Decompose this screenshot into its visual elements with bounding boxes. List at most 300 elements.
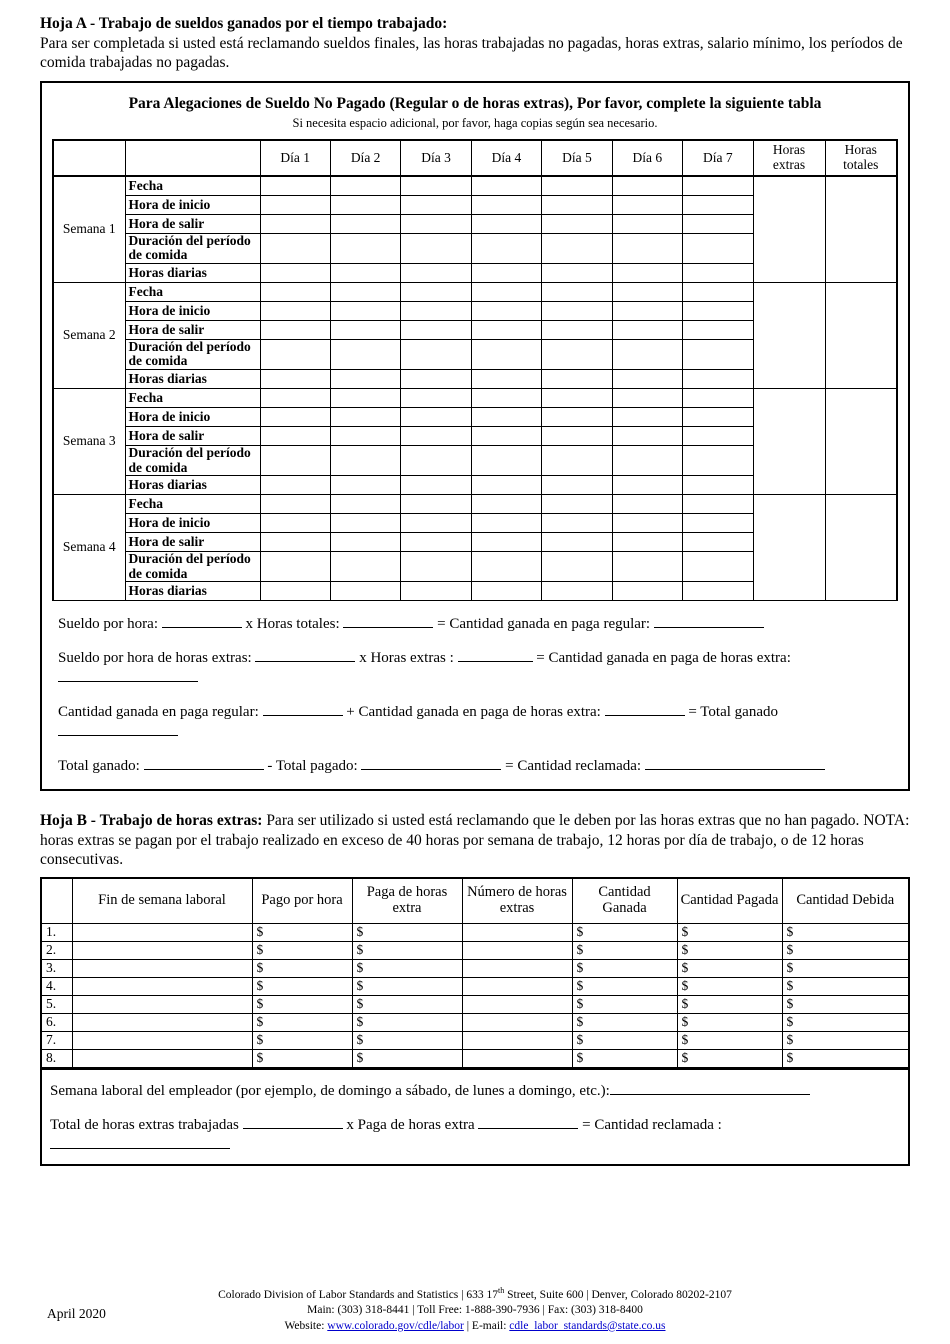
column-header-horas-extras: Horas extras [753, 140, 825, 176]
table-row [42, 977, 908, 995]
revision-date: April 2020 [47, 1306, 106, 1322]
cell-w3-inicio-d6[interactable] [612, 407, 682, 426]
timesheet-header-row [53, 140, 897, 176]
ot-row-5-paid[interactable]: $ [677, 995, 782, 1013]
cell-w2-fecha-d2[interactable] [330, 282, 400, 301]
ot-row-3-ot-hours[interactable] [462, 959, 572, 977]
ot-row-4-week-end[interactable] [72, 977, 252, 995]
ot-row-5-ot-rate[interactable]: $ [352, 995, 462, 1013]
cell-w2-comida-d5[interactable] [542, 339, 612, 369]
cell-w2-comida-d1[interactable] [260, 339, 330, 369]
cell-w4-comida-d6[interactable] [612, 552, 682, 582]
cell-w3-inicio-d2[interactable] [330, 407, 400, 426]
ot-row-2-week-end[interactable] [72, 941, 252, 959]
cell-w1-comida-d1[interactable] [260, 233, 330, 263]
table-row [42, 959, 908, 977]
column-header-dia-3: Día 3 [401, 140, 471, 176]
ot-row-2-owed[interactable]: $ [782, 941, 908, 959]
formula-1-label-c: = Cantidad ganada en paga regular: [437, 616, 651, 633]
cell-w3-horas-totales[interactable] [825, 388, 897, 494]
email-link[interactable]: cdle_labor_standards@state.co.us [509, 1319, 666, 1332]
cell-w1-inicio-d1[interactable] [260, 195, 330, 214]
ot-row-6-paid[interactable]: $ [677, 1013, 782, 1031]
cell-w2-diarias-d4[interactable] [471, 369, 541, 388]
ot-row-5-week-end[interactable] [72, 995, 252, 1013]
cell-w2-diarias-d2[interactable] [330, 369, 400, 388]
cell-w2-diarias-d1[interactable] [260, 369, 330, 388]
table-row [53, 495, 897, 514]
ot-row-1-paid[interactable]: $ [677, 923, 782, 941]
ot-row-3-paid[interactable]: $ [677, 959, 782, 977]
ot-row-7-num: 7. [42, 1031, 72, 1049]
cell-w1-diarias-d2[interactable] [330, 263, 400, 282]
ot-row-4-owed[interactable]: $ [782, 977, 908, 995]
ot-row-1-pay-rate[interactable]: $ [252, 923, 352, 941]
cell-w2-comida-d3[interactable] [401, 339, 471, 369]
sheet-b-heading-text: Hoja B - Trabajo de horas extras: [40, 812, 263, 830]
cell-w4-fecha-d5[interactable] [542, 495, 612, 514]
cell-w3-comida-d6[interactable] [612, 445, 682, 475]
cell-w4-diarias-d5[interactable] [542, 582, 612, 601]
cell-w3-salir-d6[interactable] [612, 426, 682, 445]
formula-2-label-b: x Horas extras : [359, 650, 454, 667]
ot-row-3-earned[interactable]: $ [572, 959, 677, 977]
ot-row-2-num: 2. [42, 941, 72, 959]
cell-w1-horas-extras[interactable] [753, 176, 825, 283]
field-cantidad-reclamada-a[interactable] [645, 755, 825, 770]
ot-row-7-pay-rate[interactable]: $ [252, 1031, 352, 1049]
ot-row-6-num: 6. [42, 1013, 72, 1031]
sheet-b-footer-block [42, 1068, 908, 1164]
cell-w3-fecha-d6[interactable] [612, 388, 682, 407]
cell-w1-diarias-d7[interactable] [683, 263, 753, 282]
cell-w1-diarias-d5[interactable] [542, 263, 612, 282]
cell-w4-diarias-d6[interactable] [612, 582, 682, 601]
ot-row-7-paid[interactable]: $ [677, 1031, 782, 1049]
ot-header-cantidad-ganada: Cantidad Ganada [572, 879, 677, 924]
sheet-a-heading [40, 14, 910, 33]
cell-w2-inicio-d6[interactable] [612, 301, 682, 320]
footer-agency-line [40, 1286, 910, 1303]
cell-w3-horas-extras[interactable] [753, 388, 825, 494]
field-total-ganado-result[interactable] [58, 721, 178, 736]
ot-header-paga-extra: Paga de horas extra [352, 879, 462, 924]
column-header-dia-2: Día 2 [330, 140, 400, 176]
row-label-comida-w2: Duración del período de comida [125, 339, 260, 369]
ot-row-6-ot-hours[interactable] [462, 1013, 572, 1031]
cell-w2-salir-d4[interactable] [471, 320, 541, 339]
column-header-dia-6: Día 6 [612, 140, 682, 176]
field-horas-extras[interactable] [458, 647, 533, 662]
ot-row-3-week-end[interactable] [72, 959, 252, 977]
week-label-2: Semana 2 [53, 282, 125, 388]
cell-w1-inicio-d2[interactable] [330, 195, 400, 214]
cell-w3-salir-d3[interactable] [401, 426, 471, 445]
cell-w4-horas-extras[interactable] [753, 495, 825, 601]
cell-w3-inicio-d1[interactable] [260, 407, 330, 426]
cell-w4-salir-d3[interactable] [401, 533, 471, 552]
ot-row-4-paid[interactable]: $ [677, 977, 782, 995]
cell-w3-inicio-d5[interactable] [542, 407, 612, 426]
ot-row-6-owed[interactable]: $ [782, 1013, 908, 1031]
cell-w2-horas-extras[interactable] [753, 282, 825, 388]
ot-row-8-ot-hours[interactable] [462, 1049, 572, 1067]
cell-w2-salir-d1[interactable] [260, 320, 330, 339]
cell-w1-diarias-d6[interactable] [612, 263, 682, 282]
cell-w4-fecha-d6[interactable] [612, 495, 682, 514]
cell-w1-fecha-d3[interactable] [401, 176, 471, 196]
cell-w1-inicio-d7[interactable] [683, 195, 753, 214]
sheet-a-box-title: Para Alegaciones de Sueldo No Pagado (Regular o de horas extras), Por favor, complete la siguiente tabla [128, 94, 822, 112]
footer-email-label: | E-mail: [466, 1319, 507, 1332]
cell-w3-comida-d4[interactable] [471, 445, 541, 475]
ot-row-4-earned[interactable]: $ [572, 977, 677, 995]
ot-row-7-week-end[interactable] [72, 1031, 252, 1049]
cell-w4-inicio-d6[interactable] [612, 514, 682, 533]
footer-website-label: Website: [284, 1319, 325, 1332]
cell-w1-inicio-d6[interactable] [612, 195, 682, 214]
ot-row-8-pay-rate[interactable]: $ [252, 1049, 352, 1067]
ot-row-1-owed[interactable]: $ [782, 923, 908, 941]
cell-w1-fecha-d6[interactable] [612, 176, 682, 196]
cell-w4-salir-d7[interactable] [683, 533, 753, 552]
cell-w1-comida-d7[interactable] [683, 233, 753, 263]
ot-row-8-earned[interactable]: $ [572, 1049, 677, 1067]
cell-w1-inicio-d3[interactable] [401, 195, 471, 214]
cell-w2-diarias-d3[interactable] [401, 369, 471, 388]
ot-row-6-pay-rate[interactable]: $ [252, 1013, 352, 1031]
cell-w2-salir-d2[interactable] [330, 320, 400, 339]
formula-2-label-c: = Cantidad ganada en paga de horas extra: [536, 650, 791, 667]
cell-w4-inicio-d4[interactable] [471, 514, 541, 533]
field-paga-horas-extra[interactable] [478, 1114, 578, 1129]
website-link[interactable]: www.colorado.gov/cdle/labor [327, 1319, 464, 1332]
cell-w4-fecha-d3[interactable] [401, 495, 471, 514]
row-label-horas-diarias-w3: Horas diarias [125, 476, 260, 495]
formula-4-label-a: Total ganado: [58, 758, 140, 775]
cell-w4-diarias-d7[interactable] [683, 582, 753, 601]
ot-row-1-ot-hours[interactable] [462, 923, 572, 941]
cell-w1-diarias-d3[interactable] [401, 263, 471, 282]
cell-w3-diarias-d6[interactable] [612, 476, 682, 495]
cell-w4-fecha-d7[interactable] [683, 495, 753, 514]
cell-w3-comida-d1[interactable] [260, 445, 330, 475]
ot-footer-line-2 [50, 1114, 900, 1154]
ot-row-7-ot-rate[interactable]: $ [352, 1031, 462, 1049]
ot-row-7-ot-hours[interactable] [462, 1031, 572, 1049]
formula-1-label-a: Sueldo por hora: [58, 616, 158, 633]
cell-w1-comida-d6[interactable] [612, 233, 682, 263]
cell-w4-salir-d6[interactable] [612, 533, 682, 552]
cell-w2-inicio-d5[interactable] [542, 301, 612, 320]
field-total-ganado[interactable] [144, 755, 264, 770]
cell-w1-fecha-d1[interactable] [260, 176, 330, 196]
row-label-horas-diarias-w4: Horas diarias [125, 582, 260, 601]
cell-w3-fecha-d1[interactable] [260, 388, 330, 407]
cell-w2-salir-d5[interactable] [542, 320, 612, 339]
ot-header-cantidad-debida: Cantidad Debida [782, 879, 908, 924]
ot-row-7-owed[interactable]: $ [782, 1031, 908, 1049]
timesheet-table [52, 139, 898, 602]
cell-w4-fecha-d2[interactable] [330, 495, 400, 514]
cell-w3-comida-d5[interactable] [542, 445, 612, 475]
cell-w1-fecha-d7[interactable] [683, 176, 753, 196]
cell-w1-salir-d7[interactable] [683, 214, 753, 233]
cell-w2-fecha-d7[interactable] [683, 282, 753, 301]
cell-w3-comida-d7[interactable] [683, 445, 753, 475]
week-label-4: Semana 4 [53, 495, 125, 601]
cell-w4-salir-d5[interactable] [542, 533, 612, 552]
cell-w1-comida-d4[interactable] [471, 233, 541, 263]
field-cantidad-reclamada-b[interactable] [50, 1134, 230, 1149]
cell-w2-salir-d7[interactable] [683, 320, 753, 339]
cell-w1-comida-d3[interactable] [401, 233, 471, 263]
cell-w3-salir-d5[interactable] [542, 426, 612, 445]
cell-w4-comida-d3[interactable] [401, 552, 471, 582]
cell-w4-diarias-d4[interactable] [471, 582, 541, 601]
ot-row-2-pay-rate[interactable]: $ [252, 941, 352, 959]
ot-row-3-ot-rate[interactable]: $ [352, 959, 462, 977]
cell-w3-comida-d2[interactable] [330, 445, 400, 475]
cell-w3-fecha-d7[interactable] [683, 388, 753, 407]
cell-w2-fecha-d4[interactable] [471, 282, 541, 301]
cell-w1-inicio-d5[interactable] [542, 195, 612, 214]
table-row [42, 995, 908, 1013]
cell-w2-inicio-d1[interactable] [260, 301, 330, 320]
ot-header-fin-semana: Fin de semana laboral [72, 879, 252, 924]
cell-w3-salir-d4[interactable] [471, 426, 541, 445]
field-sueldo-por-hora[interactable] [162, 613, 242, 628]
sheet-a-box-subtitle: Si necesita espacio adicional, por favor, haga copias según sea necesario. [292, 115, 658, 130]
cell-w2-diarias-d6[interactable] [612, 369, 682, 388]
ot-footer-line-1 [50, 1080, 900, 1100]
cell-w3-salir-d7[interactable] [683, 426, 753, 445]
cell-w2-inicio-d3[interactable] [401, 301, 471, 320]
cell-w2-comida-d7[interactable] [683, 339, 753, 369]
cell-w1-fecha-d2[interactable] [330, 176, 400, 196]
cell-w2-fecha-d3[interactable] [401, 282, 471, 301]
formula-3-label-b: + Cantidad ganada en paga de horas extra: [346, 704, 601, 721]
cell-w3-diarias-d5[interactable] [542, 476, 612, 495]
row-label-hora-inicio-w2: Hora de inicio [125, 301, 260, 320]
formula-3-label-a: Cantidad ganada en paga regular: [58, 704, 259, 721]
ot-row-5-owed[interactable]: $ [782, 995, 908, 1013]
cell-w3-diarias-d2[interactable] [330, 476, 400, 495]
ot-row-3-pay-rate[interactable]: $ [252, 959, 352, 977]
ot-row-8-week-end[interactable] [72, 1049, 252, 1067]
column-header-dia-4: Día 4 [471, 140, 541, 176]
ot-row-3-owed[interactable]: $ [782, 959, 908, 977]
cell-w4-comida-d7[interactable] [683, 552, 753, 582]
ot-row-5-num: 5. [42, 995, 72, 1013]
cell-w2-fecha-d6[interactable] [612, 282, 682, 301]
field-semana-laboral-empleador[interactable] [610, 1080, 810, 1095]
ot-row-4-num: 4. [42, 977, 72, 995]
cell-w4-inicio-d2[interactable] [330, 514, 400, 533]
ot-row-1-ot-rate[interactable]: $ [352, 923, 462, 941]
cell-w3-comida-d3[interactable] [401, 445, 471, 475]
cell-w4-salir-d2[interactable] [330, 533, 400, 552]
column-header-dia-5: Día 5 [542, 140, 612, 176]
table-row [42, 941, 908, 959]
cell-w3-diarias-d7[interactable] [683, 476, 753, 495]
cell-w4-inicio-d7[interactable] [683, 514, 753, 533]
cell-w2-comida-d6[interactable] [612, 339, 682, 369]
cell-w2-salir-d6[interactable] [612, 320, 682, 339]
ot-row-4-ot-rate[interactable]: $ [352, 977, 462, 995]
formula-line-3 [58, 701, 892, 741]
cell-w1-comida-d2[interactable] [330, 233, 400, 263]
cell-w4-inicio-d3[interactable] [401, 514, 471, 533]
cell-w3-inicio-d3[interactable] [401, 407, 471, 426]
cell-w2-diarias-d7[interactable] [683, 369, 753, 388]
formula-line-2 [58, 647, 892, 687]
cell-w2-inicio-d4[interactable] [471, 301, 541, 320]
cell-w2-inicio-d7[interactable] [683, 301, 753, 320]
cell-w2-salir-d3[interactable] [401, 320, 471, 339]
table-row [42, 1013, 908, 1031]
cell-w2-fecha-d5[interactable] [542, 282, 612, 301]
ot-row-8-ot-rate[interactable]: $ [352, 1049, 462, 1067]
ot-row-1-earned[interactable]: $ [572, 923, 677, 941]
row-label-comida-w4: Duración del período de comida [125, 552, 260, 582]
cell-w3-diarias-d3[interactable] [401, 476, 471, 495]
ot-row-1-num: 1. [42, 923, 72, 941]
ot-row-2-paid[interactable]: $ [677, 941, 782, 959]
cell-w2-comida-d4[interactable] [471, 339, 541, 369]
table-row [53, 176, 897, 196]
cell-w4-inicio-d5[interactable] [542, 514, 612, 533]
cell-w3-inicio-d7[interactable] [683, 407, 753, 426]
ot-header-cantidad-pagada: Cantidad Pagada [677, 879, 782, 924]
cell-w1-diarias-d4[interactable] [471, 263, 541, 282]
cell-w4-inicio-d1[interactable] [260, 514, 330, 533]
cell-w4-diarias-d1[interactable] [260, 582, 330, 601]
cell-w4-salir-d4[interactable] [471, 533, 541, 552]
footer-agency-pre: Colorado Division of Labor Standards and Statistics | 633 17 [218, 1288, 498, 1301]
cell-w3-fecha-d4[interactable] [471, 388, 541, 407]
table-row [42, 1031, 908, 1049]
cell-w3-fecha-d2[interactable] [330, 388, 400, 407]
cell-w3-fecha-d5[interactable] [542, 388, 612, 407]
ot-row-5-pay-rate[interactable]: $ [252, 995, 352, 1013]
cell-w2-fecha-d1[interactable] [260, 282, 330, 301]
cell-w1-salir-d1[interactable] [260, 214, 330, 233]
ot-row-2-ot-hours[interactable] [462, 941, 572, 959]
cell-w1-horas-totales[interactable] [825, 176, 897, 283]
column-header-horas-totales: Horas totales [825, 140, 897, 176]
field-cantidad-paga-extra[interactable] [58, 667, 198, 682]
cell-w4-comida-d4[interactable] [471, 552, 541, 582]
corner-cell-rowlabels [125, 140, 260, 176]
sheet-a-heading-text: Hoja A - Trabajo de sueldos ganados por el tiempo trabajado: [40, 15, 448, 32]
ot-footer-label-2b: x Paga de horas extra [346, 1116, 475, 1133]
cell-w1-salir-d5[interactable] [542, 214, 612, 233]
formula-4-label-b: - Total pagado: [267, 758, 358, 775]
cell-w2-diarias-d5[interactable] [542, 369, 612, 388]
cell-w3-diarias-d1[interactable] [260, 476, 330, 495]
field-sueldo-horas-extras[interactable] [255, 647, 355, 662]
cell-w1-salir-d4[interactable] [471, 214, 541, 233]
cell-w3-salir-d2[interactable] [330, 426, 400, 445]
field-horas-totales[interactable] [343, 613, 433, 628]
ot-row-2-ot-rate[interactable]: $ [352, 941, 462, 959]
ot-row-7-earned[interactable]: $ [572, 1031, 677, 1049]
cell-w1-salir-d6[interactable] [612, 214, 682, 233]
row-label-hora-inicio-w4: Hora de inicio [125, 514, 260, 533]
cell-w4-diarias-d3[interactable] [401, 582, 471, 601]
sheet-a-box [40, 81, 910, 792]
cell-w4-fecha-d1[interactable] [260, 495, 330, 514]
cell-w4-comida-d5[interactable] [542, 552, 612, 582]
ot-row-8-owed[interactable]: $ [782, 1049, 908, 1067]
formula-2-label-a: Sueldo por hora de horas extras: [58, 650, 252, 667]
ot-footer-label-2a: Total de horas extras trabajadas [50, 1116, 239, 1133]
ot-row-4-pay-rate[interactable]: $ [252, 977, 352, 995]
ot-row-6-earned[interactable]: $ [572, 1013, 677, 1031]
row-label-fecha-w3: Fecha [125, 388, 260, 407]
cell-w4-salir-d1[interactable] [260, 533, 330, 552]
field-total-pagado[interactable] [361, 755, 501, 770]
row-label-hora-salir-w2: Hora de salir [125, 320, 260, 339]
row-label-hora-inicio-w1: Hora de inicio [125, 195, 260, 214]
cell-w1-fecha-d5[interactable] [542, 176, 612, 196]
cell-w1-salir-d2[interactable] [330, 214, 400, 233]
row-label-fecha-w2: Fecha [125, 282, 260, 301]
cell-w4-comida-d2[interactable] [330, 552, 400, 582]
cell-w1-comida-d5[interactable] [542, 233, 612, 263]
cell-w2-horas-totales[interactable] [825, 282, 897, 388]
row-label-fecha-w4: Fecha [125, 495, 260, 514]
ot-row-4-ot-hours[interactable] [462, 977, 572, 995]
cell-w3-salir-d1[interactable] [260, 426, 330, 445]
cell-w1-salir-d3[interactable] [401, 214, 471, 233]
ot-row-5-ot-hours[interactable] [462, 995, 572, 1013]
ot-row-5-earned[interactable]: $ [572, 995, 677, 1013]
ot-header-num [42, 879, 72, 924]
cell-w4-fecha-d4[interactable] [471, 495, 541, 514]
column-header-dia-7: Día 7 [683, 140, 753, 176]
cell-w4-diarias-d2[interactable] [330, 582, 400, 601]
cell-w4-comida-d1[interactable] [260, 552, 330, 582]
cell-w2-comida-d2[interactable] [330, 339, 400, 369]
cell-w2-inicio-d2[interactable] [330, 301, 400, 320]
footer-web-line [40, 1319, 910, 1335]
cell-w1-fecha-d4[interactable] [471, 176, 541, 196]
field-ganada-regular[interactable] [263, 701, 343, 716]
ot-row-6-ot-rate[interactable]: $ [352, 1013, 462, 1031]
field-cantidad-paga-regular[interactable] [654, 613, 764, 628]
row-label-horas-diarias-w2: Horas diarias [125, 369, 260, 388]
cell-w3-fecha-d3[interactable] [401, 388, 471, 407]
ot-footer-label-2c: = Cantidad reclamada : [582, 1116, 722, 1133]
field-total-horas-extras[interactable] [243, 1114, 343, 1129]
cell-w3-inicio-d4[interactable] [471, 407, 541, 426]
cell-w1-inicio-d4[interactable] [471, 195, 541, 214]
field-ganada-extra[interactable] [605, 701, 685, 716]
ot-row-6-week-end[interactable] [72, 1013, 252, 1031]
cell-w1-diarias-d1[interactable] [260, 263, 330, 282]
cell-w3-diarias-d4[interactable] [471, 476, 541, 495]
corner-cell-blank [53, 140, 125, 176]
formula-1-label-b: x Horas totales: [245, 616, 340, 633]
formula-4-label-c: = Cantidad reclamada: [505, 758, 642, 775]
ot-row-2-earned[interactable]: $ [572, 941, 677, 959]
cell-w4-horas-totales[interactable] [825, 495, 897, 601]
footer-agency-post: Street, Suite 600 | Denver, Colorado 80202-2107 [504, 1288, 732, 1301]
ot-row-1-week-end[interactable] [72, 923, 252, 941]
ot-row-8-paid[interactable]: $ [677, 1049, 782, 1067]
